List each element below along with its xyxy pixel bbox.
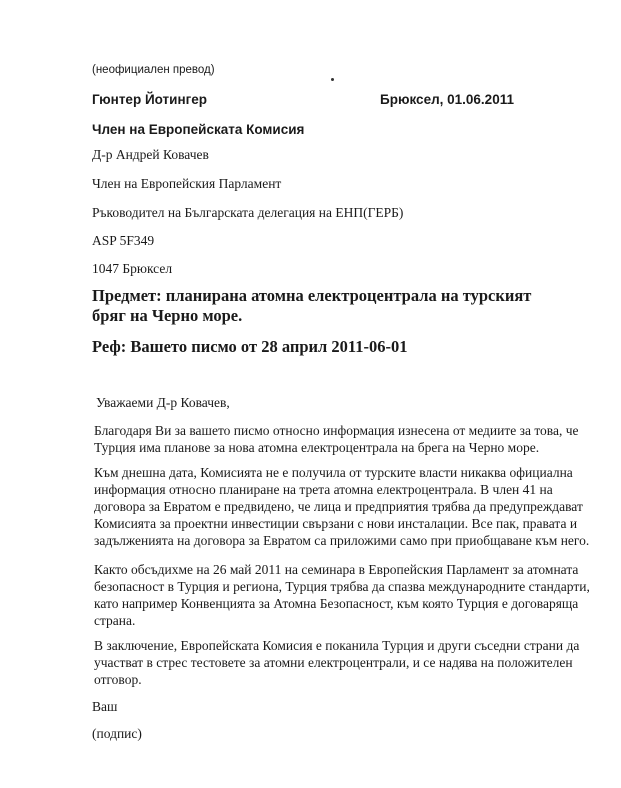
body-paragraph-1 [94,422,579,456]
body-paragraph-2 [94,464,590,549]
closing: Ваш [92,699,118,714]
paragraph-line: Турция има планове за нова атомна електроцентрала на брега на Черно море. [94,440,540,455]
paragraph-line: Благодаря Ви за вашето писмо относно информация изнесена от медиите за това, че [94,423,579,438]
paragraph-line: В заключение, Европейската Комисия е поканила Турция и други съседни страни да [94,638,580,653]
paragraph-line: договора за Евратом е предвидено, че лица и предприятия трябва да предупреждават [94,499,583,514]
recipient-role: Ръководител на Българската делегация на ЕНП(ГЕРБ) [92,205,404,220]
paragraph-line: страна. [94,613,136,628]
paragraph-line: като например Конвенцията за Атомна Безопасност, към която Турция е договаряща [94,596,579,611]
sender-name: Гюнтер Йотингер [92,92,207,107]
scan-speck [331,78,334,81]
body-paragraph-4 [94,637,580,688]
paragraph-line: безопасност в Турция и региона, Турция трябва да спазва международните стандарти, [94,579,590,594]
paragraph-line: информация относно планиране на трета атомна електроцентрала. В член 41 на [94,482,553,497]
signature-placeholder: (подпис) [92,726,142,741]
place-and-date: Брюксел, 01.06.2011 [380,92,514,107]
sender-title: Член на Европейската Комисия [92,122,305,137]
salutation: Уважаеми Д-р Ковачев, [96,395,230,410]
recipient-city: 1047 Брюксел [92,261,173,276]
recipient-position: Член на Европейския Парламент [92,176,282,191]
recipient-name: Д-р Андрей Ковачев [92,147,209,162]
paragraph-line: Към днешна дата, Комисията не е получила от турските власти никаква официална [94,465,573,480]
recipient-office: ASP 5F349 [92,233,155,248]
paragraph-line: задълженията на договора за Евратом са приложими само при приобщаване към него. [94,533,590,548]
reference-line: Реф: Вашето писмо от 28 април 2011-06-01 [92,337,408,356]
paragraph-line: отговор. [94,672,142,687]
paragraph-line: Както обсъдихме на 26 май 2011 на семинара в Европейския Парламент за атомната [94,562,579,577]
paragraph-line: участват в стрес тестовете за атомни електроцентрали, и се надява на положителен [94,655,573,670]
translation-note: (неофициален превод) [92,64,215,76]
paragraph-line: Комисията за проектни инвестиции свързани с нови инсталации. Все пак, правата и [94,516,578,531]
body-paragraph-3 [94,561,590,629]
subject-line: Предмет: планирана атомна електроцентрала на турският бряг на Черно море. [92,286,532,325]
